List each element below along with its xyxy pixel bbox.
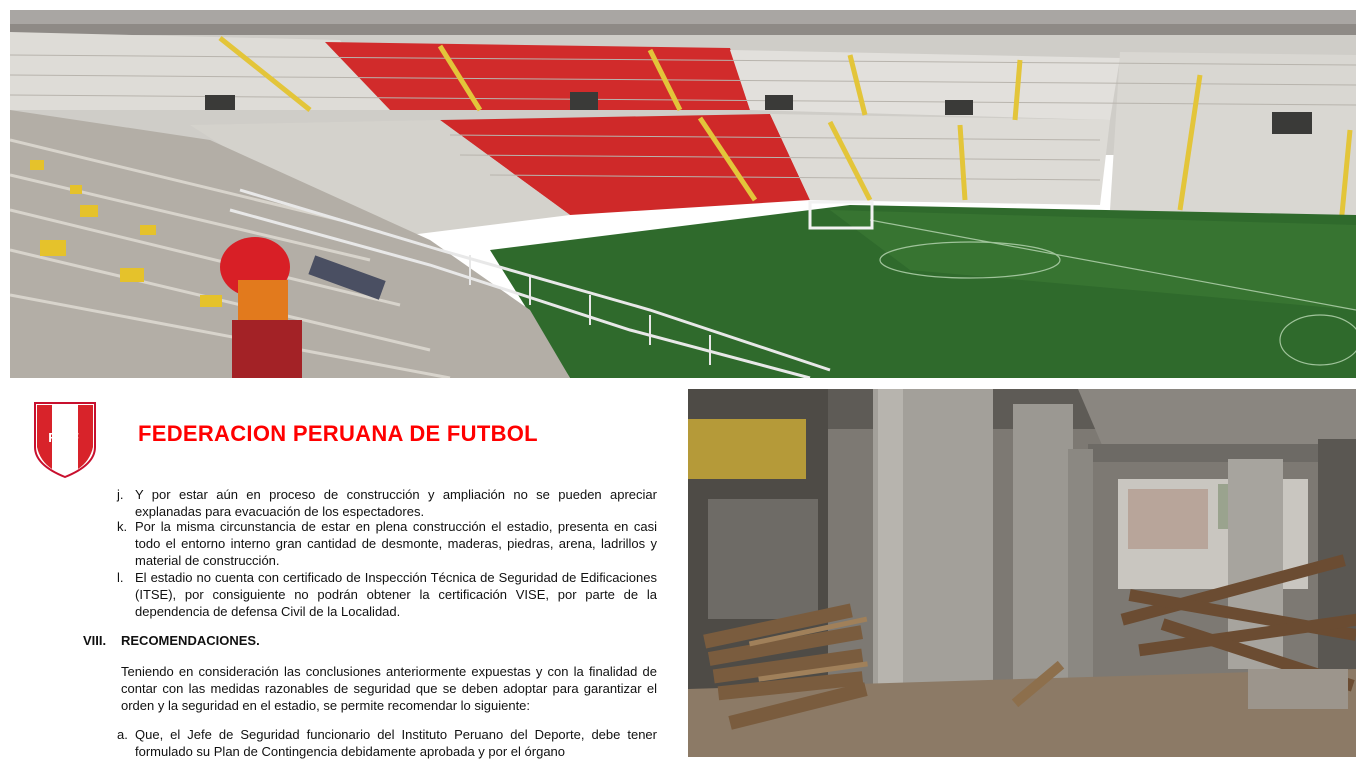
item-text: Por la misma circunstancia de estar en plena construcción el estadio, presenta en casi todo el entorno interno gran cantidad de desmonte, maderas, piedras, arena, ladrillos y material de construcción. [135,519,657,568]
item-marker: a. [117,727,128,742]
list-item [117,486,657,520]
section-number: VIII. [83,633,107,648]
document-page [10,389,680,768]
item-marker: l. [117,570,124,585]
construction-illustration [688,389,1356,757]
item-marker: k. [117,519,128,534]
construction-photo [688,389,1356,757]
stadium-photo [10,10,1356,378]
intro-paragraph: Teniendo en consideración las conclusiones anteriormente expuestas y con la finalidad de contar con las medidas razonables de seguridad que se deben adoptar para garantizar el orden y la seguridad en el estadio, se permite recomendar lo siguiente: [121,664,657,713]
section-title: RECOMENDACIONES. [121,633,260,648]
item-text: Que, el Jefe de Seguridad funcionario del Instituto Peruano del Deporte, debe tener formulado su Plan de Contingencia debidamente aprobada y por el órgano [135,727,657,759]
list-item [117,569,657,620]
item-marker: j. [117,487,124,502]
fpf-crest-icon [32,399,98,479]
item-text: Y por estar aún en proceso de construcción y ampliación no se pueden apreciar explanadas para evacuación de los espectadores. [135,487,657,519]
document-title: FEDERACION PERUANA DE FUTBOL [138,421,538,446]
crest-letters: FPF [48,430,82,445]
recommendation-item [117,726,657,760]
stadium-illustration [10,10,1356,378]
list-item [117,518,657,569]
item-text: El estadio no cuenta con certificado de Inspección Técnica de Seguridad de Edificaciones (ITSE), por consiguiente no podrán obtener la certificación VISE, por parte de la dependencia de defensa Civil de la Localidad. [135,570,657,619]
section-heading [83,633,260,648]
